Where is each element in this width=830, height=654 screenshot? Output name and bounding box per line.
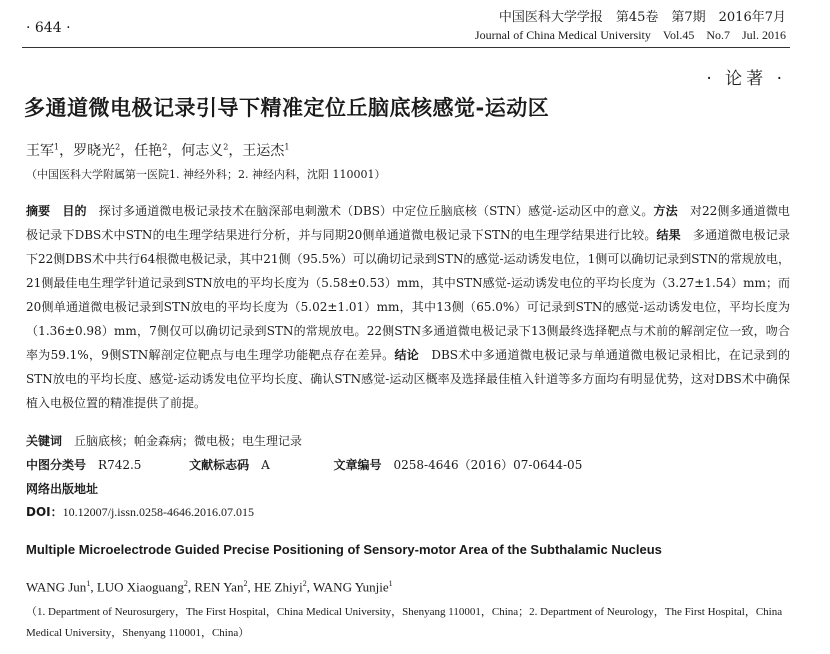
affiliation-cn: （中国医科大学附属第一医院1. 神经外科；2. 神经内科，沈阳 110001） <box>26 168 386 181</box>
author-name: WANG Yunjie <box>312 579 389 595</box>
article-no-value: 0258-4646（2016）07-0644-05 <box>393 458 583 472</box>
keywords-row <box>26 432 302 449</box>
journal-header-cn: 中国医科大学学报 第45卷 第7期 2016年7月 <box>498 10 786 25</box>
article-title-en: Multiple Microelectrode Guided Precise Positioning of Sensory-motor Area of the Subthalamic Nucleus <box>26 542 662 557</box>
online-address-row <box>26 480 98 497</box>
journal-header-en: Journal of China Medical University Vol.45 No.7 Jul. 2016 <box>474 28 786 42</box>
section-tag: · 论著 · <box>706 69 786 89</box>
author-affiliation-mark: 1 <box>86 579 91 588</box>
author-affiliation-mark: 2 <box>162 142 168 152</box>
author-list-cn: 王军$^1$，罗晓光$^2$，任艳$^2$，何志义$^2$，王运杰$^1$ <box>26 142 290 159</box>
objective-label: 目的 <box>62 204 87 218</box>
author-name: 王军 <box>26 143 54 159</box>
article-no-label: 文章编号 <box>333 458 382 472</box>
clc-value: R742.5 <box>98 458 142 472</box>
article-title-cn: 多通道微电极记录引导下精准定位丘脑底核感觉-运动区 <box>24 96 550 120</box>
keywords-text: 丘脑底核；帕金森病；微电极；电生理记录 <box>74 434 303 448</box>
doi-label: DOI： <box>26 505 63 519</box>
author-name: WANG Jun <box>26 579 87 595</box>
page-number: · 644 · <box>26 20 71 36</box>
abstract-cn <box>26 199 790 415</box>
conclusion-text: DBS术中多通道微电极记录与单通道微电极记录相比，在记录到的STN放电的平均长度、感觉-运动诱发电位平均长度、确认STN感觉-运动区概率及选择最佳植入针道等多方面均有明显优势，这对DBS术中确保植入电极位置的精准提供了前提。 <box>26 348 790 410</box>
affiliation-en: （1. Department of Neurosurgery，The First Hospital，China Medical University，Shenyang 110001，China；2. Department of Neurology，The First Hospital，China Medical University，Shenyang 110001，China） <box>26 606 783 639</box>
results-text: 多通道微电极记录下22侧DBS术中共行64根微电极记录，其中21侧（95.5%）可以确切记录到STN的感觉-运动诱发电位，1侧可以确切记录到STN的常规放电，21侧最佳电生理学针道记录到STN放电的平均长度为（5.58±0.53）mm，其中STN感觉-运动诱发电位的平均长度为（3.27±1.54）mm；而20侧单通道微电极记录到STN放电的平均长度为（5.02±1.01）mm，其中13侧（65.0%）可记录到STN的感觉-运动诱发电位，平均长度为（1.36±0.98）mm，7侧仅可以确切记录到STN的常规放电。22侧STN多通道微电极记录下13侧最终选择靶点与术前的解剖定位一致，吻合率为59.1%，9侧STN解剖定位靶点与电生理学功能靶点存在差异。 <box>26 228 790 362</box>
author-affiliation-mark: 2 <box>302 579 307 588</box>
author-name: 任艳 <box>134 143 163 159</box>
objective-text: 探讨多通道微电极记录技术在脑深部电刺激术（DBS）中定位丘脑底核（STN）感觉-运动区中的意义。 <box>98 204 654 218</box>
author-name: HE Zhiyi <box>253 579 303 595</box>
author-name: 何志义 <box>181 143 224 159</box>
header-divider <box>22 47 790 48</box>
author-affiliation-mark: 1 <box>388 579 393 588</box>
author-affiliation-mark: 2 <box>183 579 188 588</box>
methods-label: 方法 <box>653 204 678 218</box>
author-affiliation-mark: 1 <box>284 142 290 152</box>
author-name: 罗晓光 <box>73 143 116 159</box>
author-affiliation-mark: 2 <box>243 579 248 588</box>
clc-label: 中图分类号 <box>26 458 87 472</box>
conclusion-label: 结论 <box>394 348 420 362</box>
doc-code-value: A <box>261 458 270 472</box>
doc-code-label: 文献标志码 <box>189 458 250 472</box>
author-name: 王运杰 <box>242 143 285 159</box>
keywords-label: 关键词 <box>26 434 63 448</box>
methods-text: 对22侧多通道微电极记录下DBS术中STN的电生理学结果进行分析，并与同期20侧单通道微电极记录下STN的电生理学结果进行比较。 <box>26 204 790 242</box>
author-name: REN Yan <box>194 579 244 595</box>
author-name: LUO Xiaoguang <box>96 579 184 595</box>
results-label: 结果 <box>656 228 681 242</box>
author-affiliation-mark: 2 <box>223 142 229 152</box>
doi-row <box>26 503 254 520</box>
online-address-label: 网络出版地址 <box>26 482 99 496</box>
abstract-label: 摘要 <box>26 204 51 218</box>
author-affiliation-mark: 2 <box>115 142 121 152</box>
author-list-en: WANG Jun$^1$, LUO Xiaoguang$^2$, REN Yan$^2$, HE Zhiyi$^2$, WANG Yunjie$^1$ <box>26 579 393 595</box>
author-affiliation-mark: 1 <box>54 142 60 152</box>
doi-link[interactable]: 10.12007/j.issn.0258-4646.2016.07.015 <box>62 505 254 519</box>
classification-row <box>26 456 582 473</box>
